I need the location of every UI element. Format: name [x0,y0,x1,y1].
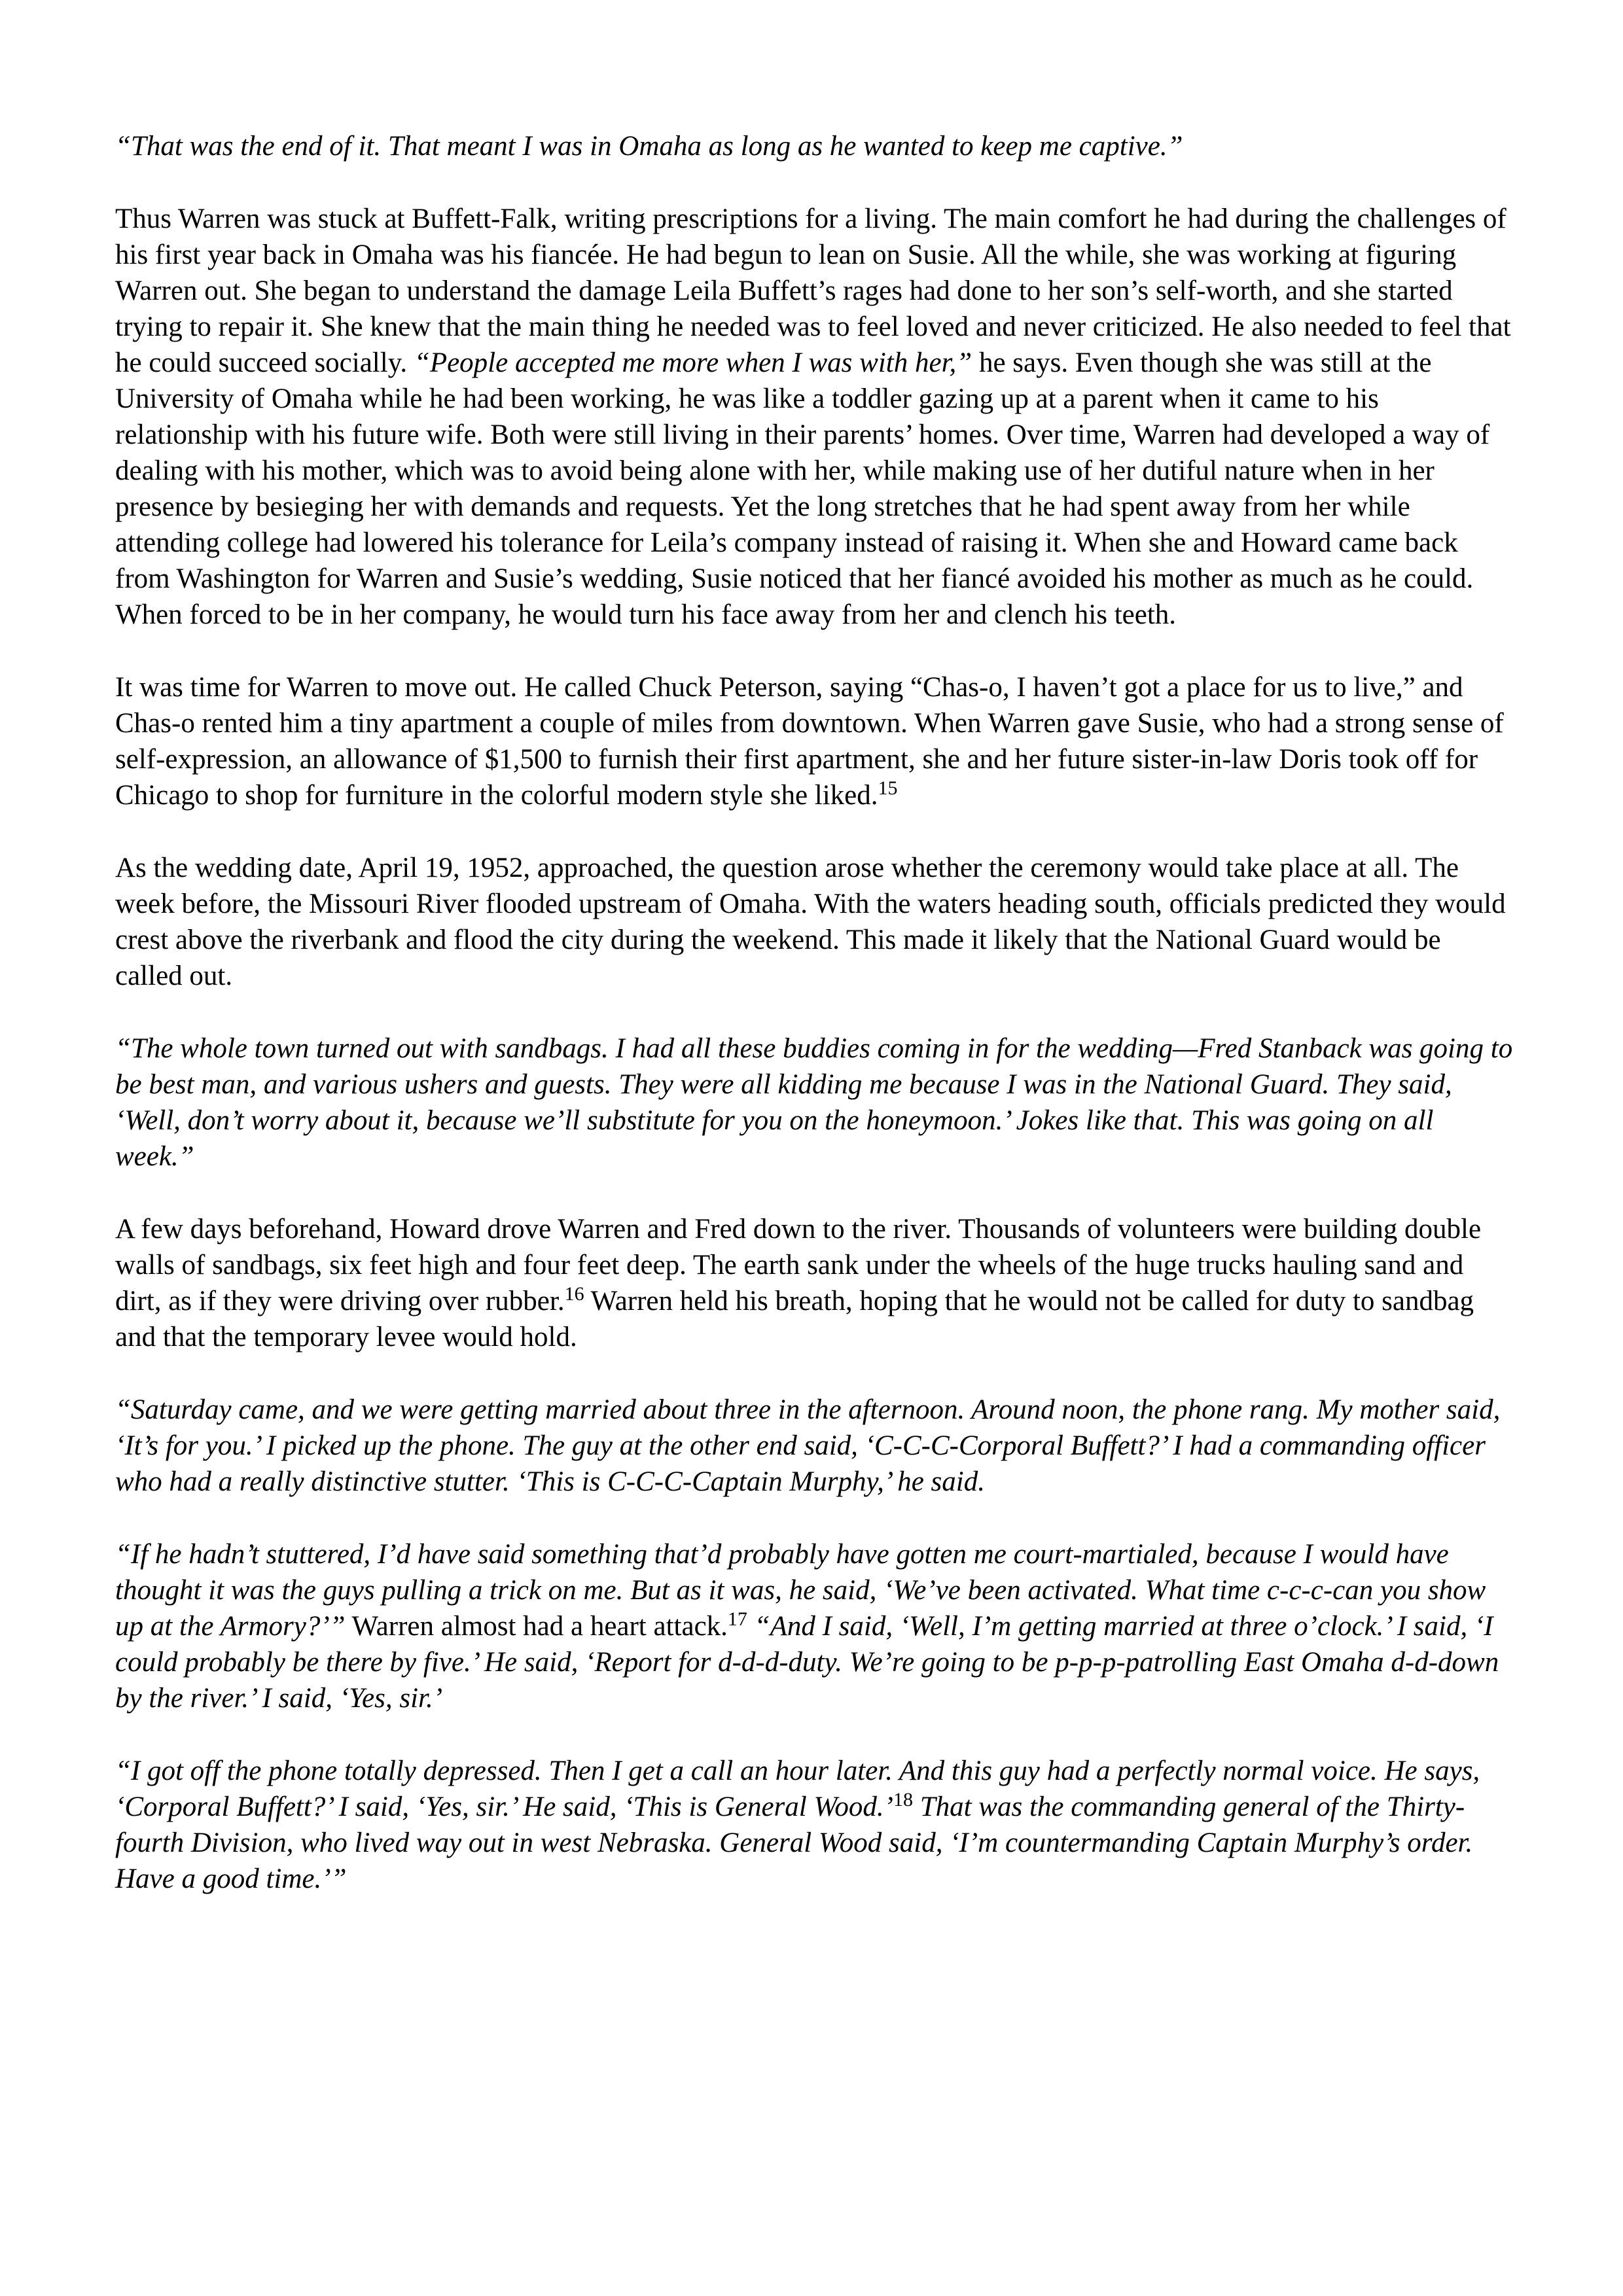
text-segment-roman: Warren almost had a heart attack. [345,1611,728,1642]
text-segment: “And I said, ‘Well, I’m getting married at three o’clock.’ I said, ‘I could probably be there by five.’ He said, ‘Report for d-d-d-duty. We’re going to be p-p-p-patrolling East Omaha d-d-down by the river.’ I said, ‘Yes, sir.’ [115,1611,1499,1714]
text-segment: That was the commanding general of the Thirty-fourth Division, who lived way out in west Nebraska. General Wood said, ‘I’m countermanding Captain Murphy’s order. Have a good time.’” [115,1792,1473,1894]
text-segment: “Saturday came, and we were getting married about three in the afternoon. Around noon, the phone rang. My mother said, ‘It’s for you.’ I picked up the phone. The guy at the other end said, ‘C-C-C-Corporal Buffett?’ I had a commanding officer who had a really distinctive stutter. ‘This is C-C-C-Captain Murphy,’ he said. [115,1394,1501,1497]
text-segment: A few days beforehand, Howard drove Warren and Fred down to the river. Thousands of volunteers were building double walls of sandbags, six feet high and four feet deep. The earth sank under the wheels of the huge trucks hauling sand and dirt, as if they were driving over rubber. [115,1214,1482,1316]
paragraph-move-out [115,669,1513,813]
text-segment: “That was the end of it. That meant I was in Omaha as long as he wanted to keep me captive.” [115,131,1183,162]
footnote-marker: 17 [727,1608,747,1630]
text-segment: It was time for Warren to move out. He called Chuck Peterson, saying “Chas-o, I haven’t got a place for us to live,” and Chas-o rented him a tiny apartment a couple of miles from downtown. When Warren gave Susie, who had a strong sense of self-expression, an allowance of $1,500 to furnish their first apartment, she and her future sister-in-law Doris took off for Chicago to shop for furniture in the colorful modern style she liked. [115,672,1504,811]
paragraph-general-wood-quote [115,1753,1513,1897]
footnote-marker: 16 [564,1283,584,1305]
paragraph-river-visit [115,1211,1513,1355]
text-segment-italic: “People accepted me more when I was with her,” [414,347,972,378]
text-segment: “If he hadn’t stuttered, I’d have said something that’d probably have gotten me court-martialed, because I would have thought it was the guys pulling a trick on me. But as it was, he said, ‘We’ve been activated. What time c-c-c-can you show up at the Armory?’” [115,1539,1486,1642]
document-page [115,128,1513,1934]
text-segment: “I got off the phone totally depressed. Then I get a call an hour later. And this guy had a perfectly normal voice. He says, ‘Corporal Buffett?’ I said, ‘Yes, sir.’ He said, ‘This is General Wood.’ [115,1756,1480,1822]
footnote-marker: 15 [878,777,898,799]
paragraph-captive-quote [115,128,1513,164]
footnote-marker: 18 [893,1789,913,1810]
text-segment: Thus Warren was stuck at Buffett-Falk, writing prescriptions for a living. The main comfort he had during the challenges of his first year back in Omaha was his fiancée. He had begun to lean on Susie. All the while, she was working at figuring Warren out. She began to understand the damage Leila Buffett’s rages had done to her son’s self-worth, and she started trying to repair it. She knew that the main thing he needed was to feel loved and never criticized. He also needed to feel that he could succeed socially. [115,203,1511,378]
paragraph-sandbags-quote [115,1031,1513,1174]
paragraph-wedding-date [115,850,1513,994]
text-segment: Warren held his breath, hoping that he would not be called for duty to sandbag and that the temporary levee would hold. [115,1286,1474,1352]
text-segment: “The whole town turned out with sandbags. I had all these buddies coming in for the wedding—Fred Stanback was going to be best man, and various ushers and guests. They were all kidding me because I was in the National Guard. They said, ‘Well, don’t worry about it, because we’ll substitute for you on the honeymoon.’ Jokes like that. This was going on all week.” [115,1033,1513,1172]
paragraph-buffett-falk [115,201,1513,633]
text-segment: As the wedding date, April 19, 1952, approached, the question arose whether the ceremony would take place at all. The week before, the Missouri River flooded upstream of Omaha. With the waters heading south, officials predicted they would crest above the riverbank and flood the city during the weekend. This made it likely that the National Guard would be called out. [115,853,1506,991]
paragraph-stutter-quote [115,1536,1513,1716]
paragraph-saturday-quote [115,1392,1513,1500]
text-segment: he says. Even though she was still at the University of Omaha while he had been working, he was like a toddler gazing up at a parent when it came to his relationship with his future wife. Both were still living in their parents’ homes. Over time, Warren had developed a way of dealing with his mother, which was to avoid being alone with her, while making use of her dutiful nature when in her presence by besieging her with demands and requests. Yet the long stretches that he had spent away from her while attending college had lowered his tolerance for Leila’s company instead of raising it. When she and Howard came back from Washington for Warren and Susie’s wedding, Susie noticed that her fiancé avoided his mother as much as he could. When forced to be in her company, he would turn his face away from her and clench his teeth. [115,347,1490,630]
